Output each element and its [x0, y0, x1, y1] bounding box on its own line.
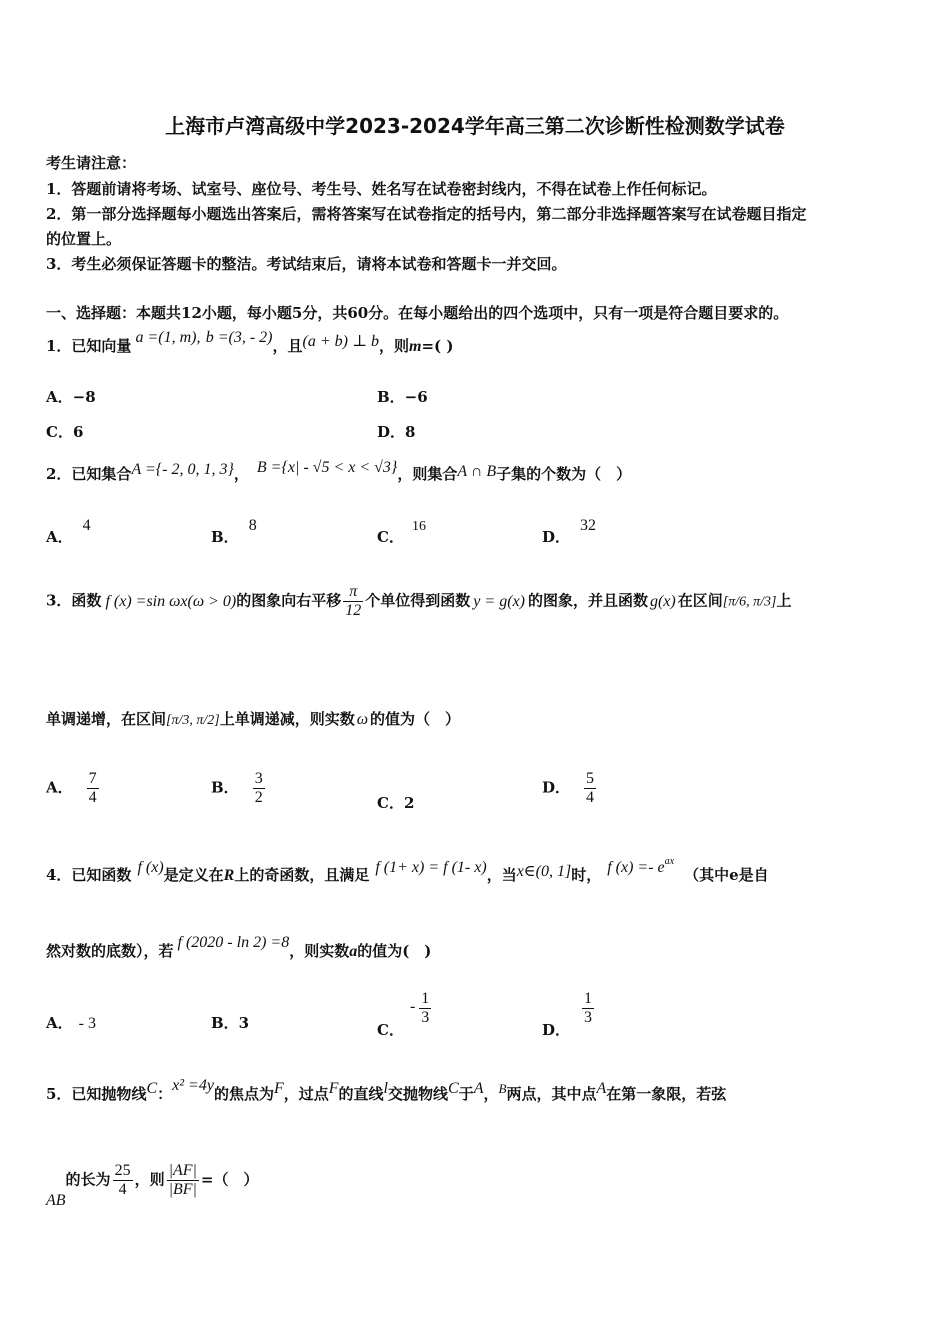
symmetry-math: f (1+ x) = f (1- x) [375, 859, 487, 876]
intersection-math: A ∩ B [457, 463, 497, 480]
chord-length-fraction: $\frac{25}{4}$ [114, 1162, 131, 1198]
q3-option-d: D． $\frac{5}{4}$ [542, 770, 595, 806]
q3-option-c: C．2 [377, 794, 415, 812]
q3-option-a: A． $\frac{7}{4}$ [46, 770, 97, 806]
interval-1-math: [π/6, π/3] [722, 594, 777, 610]
notice-heading: 考生请注意： [46, 154, 137, 172]
ratio-fraction: $\frac{|AF|}{|BF|}$ [168, 1162, 197, 1198]
notice-item-3: 3．考生必须保证答题卡的整洁。考试结束后，请将本试卷和答题卡一并交回。 [46, 255, 567, 273]
notice-item-2: 2．第一部分选择题每小题选出答案后，需将答案写在试卷指定的括号内，第二部分非选择题答案写在试卷题目指定 [46, 205, 807, 223]
question-4-line-2: 然对数的底数），若 f (2020 - ln 2) =8，则实数a的值为( ) [46, 934, 432, 960]
notice-item-1: 1．答题前请将考场、试室号、座位号、考生号、姓名写在试卷密封线内，不得在试卷上作任何标记。 [46, 180, 717, 198]
vector-b-math: b =(3, - 2) [205, 329, 273, 346]
interval-2-math: [π/3, π/2] [166, 713, 220, 728]
exam-title: 上海市卢湾高级中学2023-2024学年高三第二次诊断性检测数学试卷 [165, 114, 785, 138]
condition-math: f (2020 - ln 2) =8 [177, 934, 290, 951]
parabola-math: x² =4y [172, 1077, 214, 1094]
set-b-math: B ={x| - √5 < x < √3} [256, 459, 398, 476]
question-3-line-1: 3．函数 f (x) =sin ωx(ω > 0)的图象向右平移 $\frac{\pi}{12}$ 个单位得到函数 y = g(x) 的图象，并且函数 g(x) 在区间[π/6, π/3]上 [46, 583, 792, 619]
question-5-line-2: AB的长为 $\frac{25}{4}$ ，则 $\frac{|AF|}{|BF|}$ =（ ） [46, 1162, 259, 1209]
q1-option-b: B．−6 [377, 388, 428, 406]
question-5-line-1: 5．已知抛物线C：x² =4y的焦点为F，过点F的直线l交抛物线C于A，B两点，其中点A在第一象限，若弦 [46, 1077, 727, 1103]
q2-option-c: C．16 [377, 519, 426, 546]
q4-option-d: D． $\frac{1}{3}$ [542, 990, 593, 1039]
question-2: 2．已知集合A ={- 2, 0, 1, 3}， B ={x| - √5 < x < √3}，则集合A ∩ B子集的个数为（ ） [46, 459, 632, 483]
vector-a-math: a =(1, m), [135, 329, 201, 346]
q2-option-b: B．8 [211, 517, 257, 546]
perpendicular-math: (a + b) ⊥ b [302, 333, 379, 350]
shift-fraction: $\frac{\pi}{12}$ [345, 583, 362, 619]
set-a-math: A ={- 2, 0, 1, 3} [131, 461, 234, 478]
section-heading: 一、选择题：本题共12小题，每小题5分，共60分。在每小题给出的四个选项中，只有一项是符合题目要求的。 [46, 304, 789, 322]
exponential-math: f $(x) =- e^{ax}$ [607, 856, 675, 876]
q1-option-c: C．6 [46, 423, 84, 441]
q4-option-b: B．3 [211, 1014, 250, 1032]
q4-option-a: A． - 3 [46, 1014, 96, 1032]
q1-option-a: A．−8 [46, 388, 96, 406]
q2-option-a: A．4 [46, 517, 91, 546]
q4-option-c: C．- $\frac{1}{3}$ [377, 990, 430, 1039]
q1-option-d: D．8 [377, 423, 416, 441]
function-f-math: f (x) =sin ωx(ω > 0) [105, 592, 237, 610]
q3-option-b: B． $\frac{3}{2}$ [211, 770, 263, 806]
question-3-line-2: 单调递增，在区间[π/3, π/2]上单调递减，则实数 ω 的值为（ ） [46, 710, 461, 728]
question-1: 1．已知向量 a =(1, m), b =(3, - 2)，且(a + b) ⊥ b，则m=( ) [46, 329, 454, 355]
function-g-math: y = g(x) [473, 592, 525, 610]
notice-item-2-cont: 的位置上。 [46, 230, 122, 248]
question-4-line-1: 4．已知函数 f (x)是定义在R上的奇函数，且满足 f (1+ x) = f (1- x)，当x∈(0, 1]时， f $(x) =- e^{ax}$（其中e是自 [46, 856, 769, 884]
q2-option-d: D．32 [542, 517, 597, 546]
